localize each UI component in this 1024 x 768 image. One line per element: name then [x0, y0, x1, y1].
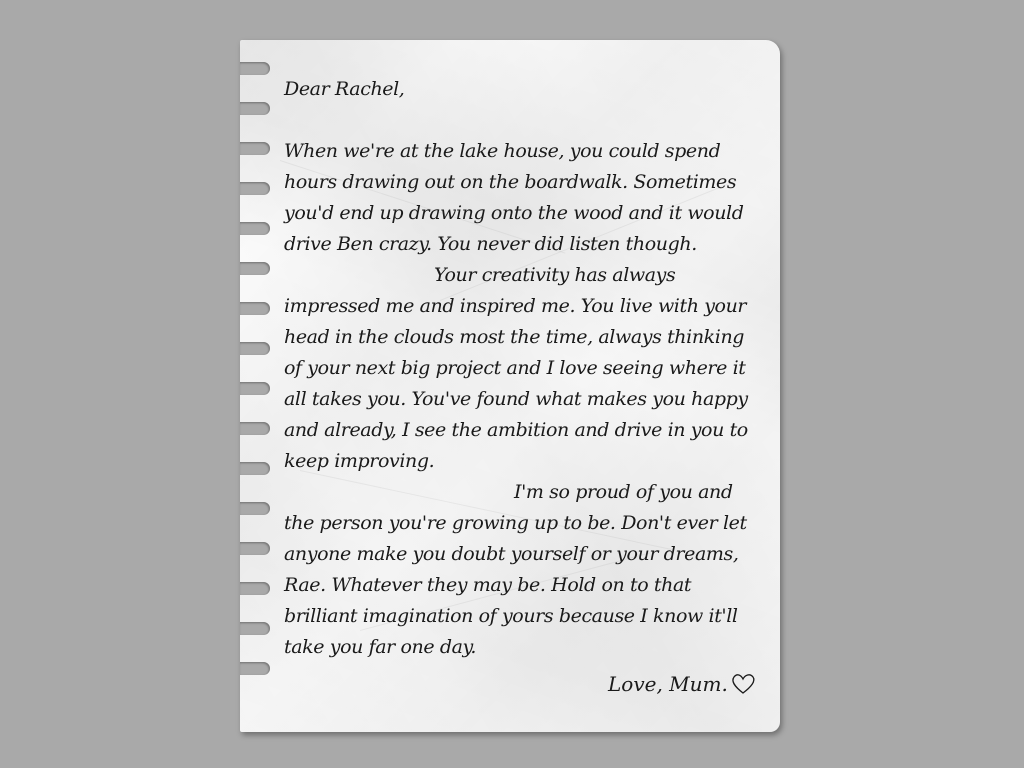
perforation-hole — [240, 422, 270, 435]
perforation-hole — [240, 582, 270, 595]
letter-paragraph: I'm so proud of you and the person you're growing up to be. Don't ever let anyone make you doubt yourself or your dreams, Rae. Whatever they may be. Hold on to that brilliant imagination of yours because I know it'll take you far one day. — [284, 481, 747, 658]
spiral-perforation — [240, 62, 270, 702]
perforation-hole — [240, 462, 270, 475]
perforation-hole — [240, 502, 270, 515]
perforation-hole — [240, 262, 270, 275]
perforation-hole — [240, 302, 270, 315]
letter-body — [284, 74, 766, 663]
perforation-hole — [240, 62, 270, 75]
signoff-text: Love, Mum. — [608, 672, 728, 696]
perforation-hole — [240, 102, 270, 115]
perforation-hole — [240, 342, 270, 355]
perforation-hole — [240, 182, 270, 195]
perforation-hole — [240, 142, 270, 155]
perforation-hole — [240, 622, 270, 635]
perforation-hole — [240, 662, 270, 675]
letter-paragraph: When we're at the lake house, you could spend hours drawing out on the boardwalk. Sometimes you'd end up drawing onto the wood and it would drive Ben crazy. You never did listen though. — [284, 140, 744, 255]
perforation-hole — [240, 542, 270, 555]
perforation-hole — [240, 382, 270, 395]
letter-paragraph: Your creativity has always impressed me and inspired me. You live with your head in the clouds most the time, always thinking of your next big project and I love seeing where it all takes you. You've found what makes you happy and already, I see the ambition and drive in you to keep improving. — [284, 264, 748, 472]
perforation-hole — [240, 222, 270, 235]
heart-icon — [730, 672, 756, 696]
letter-signoff — [608, 672, 756, 696]
letter-greeting: Dear Rachel, — [284, 78, 405, 100]
